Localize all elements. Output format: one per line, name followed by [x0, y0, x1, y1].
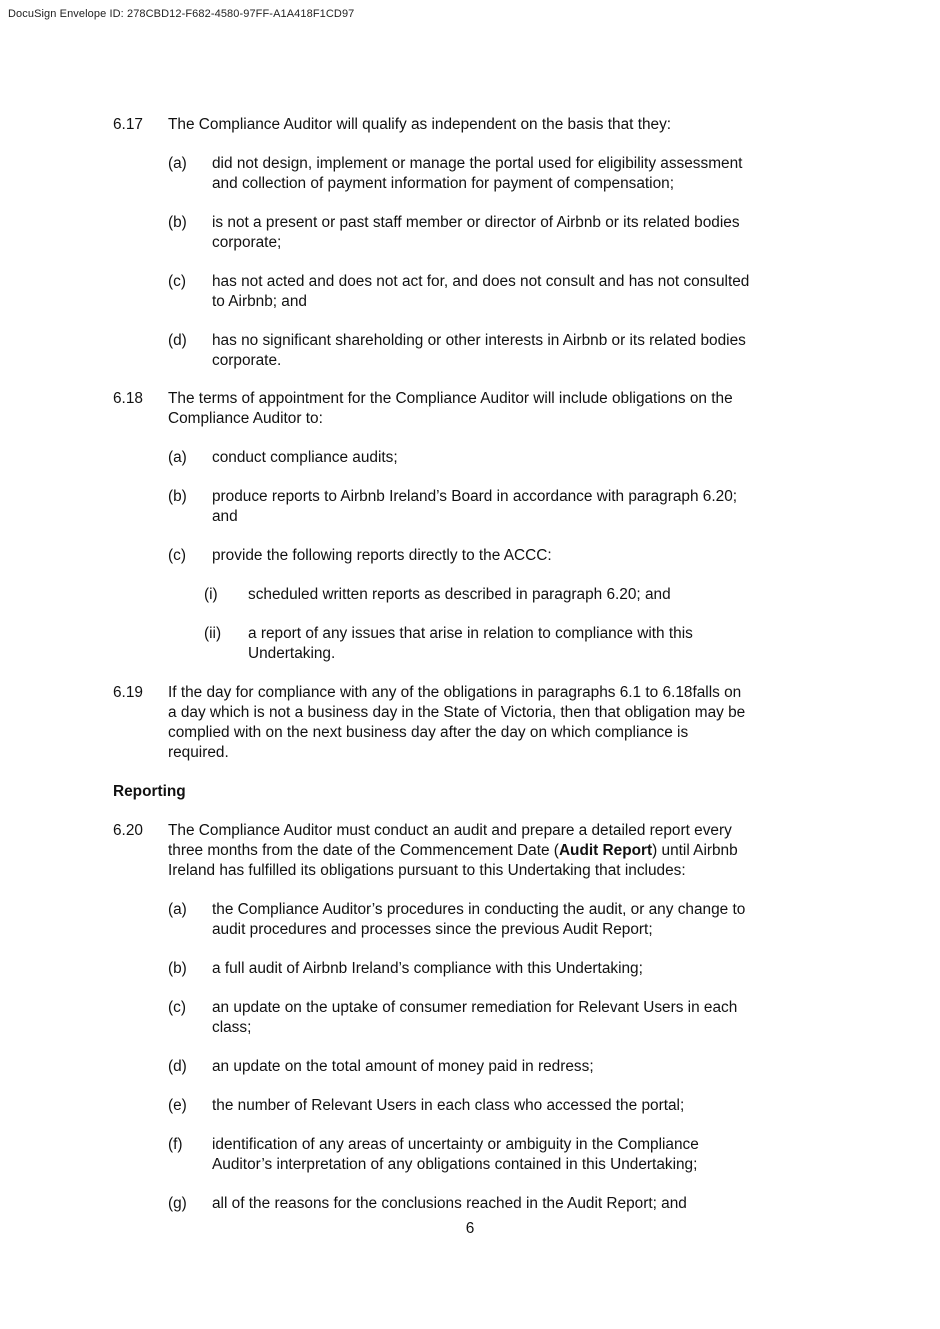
- paragraph-6-20-line: Ireland has fulfilled its obligations pursuant to this Undertaking that includes:: [168, 862, 686, 879]
- subitem-label: (ii): [204, 625, 222, 642]
- item-text-line: an update on the total amount of money paid in redress;: [212, 1058, 594, 1075]
- item-text-line: to Airbnb; and: [212, 293, 307, 310]
- paragraph-6-19-line: complied with on the next business day after the day on which compliance is: [168, 724, 689, 741]
- item-text-line: an update on the uptake of consumer remediation for Relevant Users in each: [212, 999, 738, 1016]
- item-text-line: a full audit of Airbnb Ireland’s compliance with this Undertaking;: [212, 960, 643, 977]
- item-text-line: and collection of payment information for payment of compensation;: [212, 175, 674, 192]
- paragraph-number-6-17: 6.17: [113, 116, 143, 133]
- paragraph-6-20-line: [168, 841, 738, 861]
- item-text-line: the Compliance Auditor’s procedures in conducting the audit, or any change to: [212, 901, 746, 918]
- item-text-line: the number of Relevant Users in each class who accessed the portal;: [212, 1097, 685, 1114]
- paragraph-6-19-line: a day which is not a business day in the State of Victoria, then that obligation may be: [168, 704, 746, 721]
- item-text-line: has no significant shareholding or other interests in Airbnb or its related bodies: [212, 332, 746, 349]
- paragraph-6-20-line: The Compliance Auditor must conduct an audit and prepare a detailed report every: [168, 822, 732, 839]
- item-label: (f): [168, 1136, 183, 1153]
- item-text-line: all of the reasons for the conclusions reached in the Audit Report; and: [212, 1195, 687, 1212]
- item-text-line: Auditor’s interpretation of any obligations contained in this Undertaking;: [212, 1156, 698, 1173]
- subitem-text-line: a report of any issues that arise in relation to compliance with this: [248, 625, 693, 642]
- subitem-label: (i): [204, 586, 218, 603]
- item-label: (d): [168, 1058, 187, 1075]
- item-text-line: conduct compliance audits;: [212, 449, 398, 466]
- item-label: (c): [168, 547, 186, 564]
- item-label: (b): [168, 488, 187, 505]
- item-text-line: class;: [212, 1019, 252, 1036]
- item-text-line: is not a present or past staff member or director of Airbnb or its related bodies: [212, 214, 740, 231]
- item-text-line: provide the following reports directly to the ACCC:: [212, 547, 552, 564]
- paragraph-number-6-20: 6.20: [113, 822, 143, 839]
- item-text-line: corporate;: [212, 234, 282, 251]
- item-label: (e): [168, 1097, 187, 1114]
- paragraph-6-17-text: The Compliance Auditor will qualify as independent on the basis that they:: [168, 116, 672, 133]
- item-text-line: corporate.: [212, 352, 282, 369]
- subitem-text-line: scheduled written reports as described in paragraph 6.20; and: [248, 586, 671, 603]
- section-heading-reporting: Reporting: [113, 783, 186, 800]
- paragraph-6-19-line: If the day for compliance with any of the obligations in paragraphs 6.1 to 6.18falls on: [168, 684, 742, 701]
- item-label: (a): [168, 449, 187, 466]
- item-label: (d): [168, 332, 187, 349]
- item-text-line: and: [212, 508, 238, 525]
- paragraph-number-6-18: 6.18: [113, 390, 143, 407]
- item-text-line: produce reports to Airbnb Ireland’s Board in accordance with paragraph 6.20;: [212, 488, 738, 505]
- item-label: (c): [168, 999, 186, 1016]
- item-label: (c): [168, 273, 186, 290]
- item-text-line: has not acted and does not act for, and does not consult and has not consulted: [212, 273, 750, 290]
- paragraph-6-18-line: The terms of appointment for the Compliance Auditor will include obligations on the: [168, 390, 733, 407]
- item-label: (b): [168, 214, 187, 231]
- docusign-envelope-id: DocuSign Envelope ID: 278CBD12-F682-4580-97FF-A1A418F1CD97: [8, 8, 355, 20]
- item-text-line: did not design, implement or manage the portal used for eligibility assessment: [212, 155, 743, 172]
- page-number: 6: [465, 1220, 475, 1237]
- item-label: (a): [168, 901, 187, 918]
- text-run: ) until Airbnb: [652, 842, 738, 859]
- item-label: (g): [168, 1195, 187, 1212]
- text-run: three months from the date of the Commencement Date (: [168, 842, 559, 859]
- paragraph-number-6-19: 6.19: [113, 684, 143, 701]
- paragraph-6-18-line: Compliance Auditor to:: [168, 410, 323, 427]
- paragraph-6-19-line: required.: [168, 744, 229, 761]
- item-text-line: identification of any areas of uncertainty or ambiguity in the Compliance: [212, 1136, 699, 1153]
- defined-term-audit-report: Audit Report: [558, 842, 653, 859]
- subitem-text-line: Undertaking.: [248, 645, 336, 662]
- item-label: (b): [168, 960, 187, 977]
- item-label: (a): [168, 155, 187, 172]
- item-text-line: audit procedures and processes since the previous Audit Report;: [212, 921, 653, 938]
